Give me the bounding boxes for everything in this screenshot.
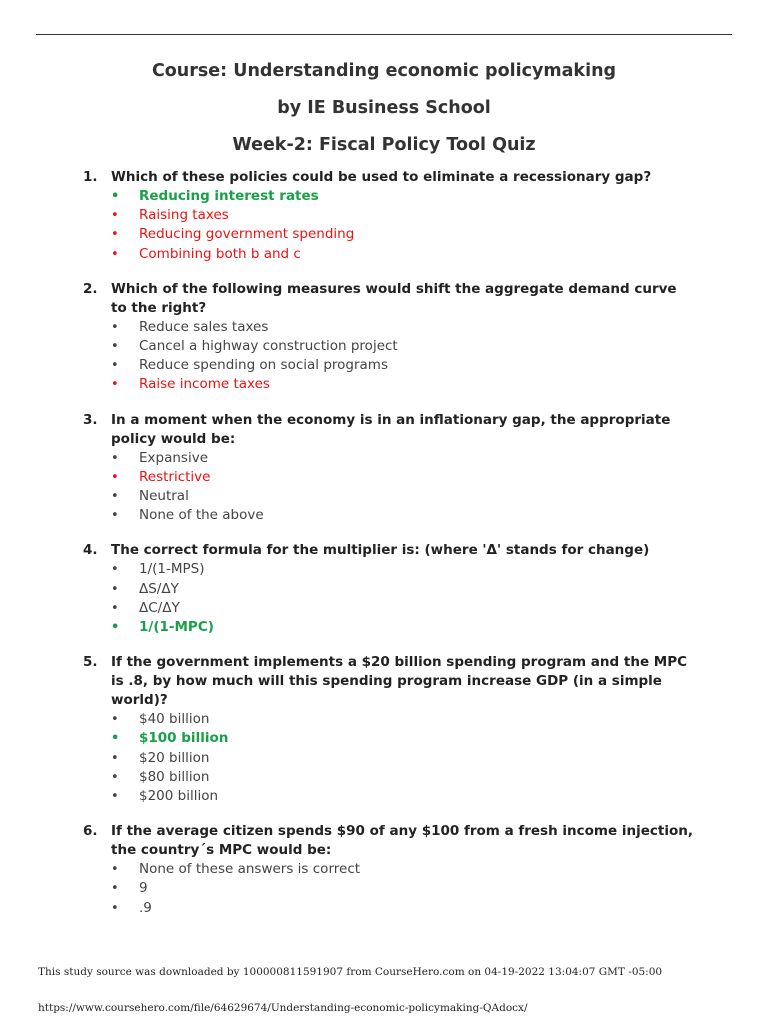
answer-option-text: Neutral (139, 488, 189, 505)
bullet-icon: • (111, 731, 120, 747)
answer-option (83, 506, 693, 525)
answer-option-text: Raising taxes (139, 207, 229, 224)
question-header (83, 168, 693, 187)
bullet-icon: • (111, 319, 119, 335)
bullet-icon: • (111, 208, 119, 224)
bullet-icon: • (111, 900, 119, 916)
answer-option (83, 710, 693, 729)
answer-options (83, 860, 693, 918)
answer-option-text: None of these answers is correct (139, 861, 361, 878)
question-number: 4. (83, 542, 98, 559)
answer-option (83, 245, 693, 264)
answer-option (83, 599, 693, 618)
answer-options (83, 187, 693, 264)
question-text: Which of these policies could be used to eliminate a recessionary gap? (111, 169, 652, 185)
answer-option-text: $80 billion (139, 768, 210, 785)
question-number: 6. (83, 823, 98, 840)
answer-options (83, 449, 693, 526)
quiz-title: Week-2: Fiscal Policy Tool Quiz (232, 135, 536, 155)
question-text: In a moment when the economy is in an inflationary gap, the appropriate policy would be: (111, 411, 671, 447)
answer-option-text: Restrictive (139, 468, 211, 485)
answer-option (83, 487, 693, 506)
answer-option (83, 860, 693, 879)
answer-option-text: Reduce spending on social programs (139, 357, 388, 374)
bullet-icon: • (111, 769, 119, 785)
answer-option (83, 318, 693, 337)
question-item (83, 822, 693, 918)
answer-options (83, 318, 693, 395)
bullet-icon: • (111, 789, 119, 805)
question-header (83, 541, 693, 560)
source-url[interactable]: https://www.coursehero.com/file/64629674/Understanding-economic-policymaking-QAdocx/ (38, 1002, 528, 1014)
question-text: If the government implements a $20 billion spending program and the MPC is .8, by how much will this spending program increase GDP (in a simple world)? (111, 654, 688, 709)
question-header (83, 822, 693, 860)
answer-option-text: ΔC/ΔY (139, 599, 180, 616)
bullet-icon: • (111, 227, 119, 243)
answer-option (83, 560, 693, 579)
question-number: 3. (83, 411, 98, 428)
answer-option-text: 1/(1-MPS) (139, 561, 205, 578)
answer-option (83, 879, 693, 898)
answer-option-text: Reducing government spending (139, 226, 355, 243)
bullet-icon: • (111, 750, 119, 766)
download-note: This study source was downloaded by 100000811591907 from CourseHero.com on 04-19-2022 13:04:07 GMT -05:00 (38, 966, 663, 978)
answer-option (83, 206, 693, 225)
top-divider (36, 34, 732, 35)
question-item (83, 653, 693, 806)
answer-option-text: $40 billion (139, 711, 210, 728)
answer-option-text: Combining both b and c (139, 245, 301, 262)
answer-option-text: 9 (139, 880, 148, 897)
answer-option-text: Cancel a highway construction project (139, 338, 398, 355)
answer-option (83, 187, 693, 206)
bullet-icon: • (111, 358, 119, 374)
answer-option-text: ΔS/ΔY (139, 580, 179, 597)
bullet-icon: • (111, 189, 120, 204)
answer-option-text: Reduce sales taxes (139, 318, 269, 335)
answer-option-text: 1/(1-MPC) (139, 619, 214, 636)
answer-option-text: Expansive (139, 449, 208, 466)
answer-option (83, 768, 693, 787)
answer-option (83, 375, 693, 394)
question-header (83, 280, 693, 318)
answer-option-text: .9 (139, 899, 152, 916)
bullet-icon: • (111, 508, 119, 524)
answer-option (83, 729, 693, 748)
bullet-icon: • (111, 450, 119, 466)
bullet-icon: • (111, 339, 119, 355)
question-text: Which of the following measures would shift the aggregate demand curve to the right? (111, 280, 677, 316)
answer-option (83, 337, 693, 356)
bullet-icon: • (111, 562, 119, 578)
question-item (83, 411, 693, 526)
bullet-icon: • (111, 377, 119, 393)
answer-option (83, 580, 693, 599)
answer-option-text: $100 billion (139, 730, 229, 747)
question-number: 5. (83, 654, 98, 671)
answer-option-text: Reducing interest rates (139, 188, 319, 204)
bullet-icon: • (111, 469, 119, 485)
bullet-icon: • (111, 620, 120, 636)
answer-option (83, 749, 693, 768)
answer-option (83, 449, 693, 468)
school-title: by IE Business School (277, 98, 491, 118)
question-text: If the average citizen spends $90 of any $100 from a fresh income injection, the country´s MPC would be: (111, 823, 693, 859)
question-list (83, 168, 693, 934)
bullet-icon: • (111, 489, 119, 505)
question-item (83, 541, 693, 637)
bullet-icon: • (111, 881, 119, 897)
answer-option (83, 225, 693, 244)
question-header (83, 653, 693, 710)
answer-option-text: $200 billion (139, 788, 219, 805)
course-title: Course: Understanding economic policymaking (151, 61, 617, 81)
answer-options (83, 560, 693, 637)
bullet-icon: • (111, 581, 119, 597)
bullet-icon: • (111, 600, 119, 616)
answer-option-text: Raise income taxes (139, 376, 270, 393)
question-text: The correct formula for the multiplier is: (where 'Δ' stands for change) (111, 542, 650, 559)
bullet-icon: • (111, 862, 119, 878)
answer-options (83, 710, 693, 806)
bullet-icon: • (111, 246, 119, 262)
answer-option-text: $20 billion (139, 749, 210, 766)
question-number: 2. (83, 280, 98, 297)
answer-option (83, 356, 693, 375)
answer-option (83, 468, 693, 487)
answer-option (83, 618, 693, 637)
answer-option-text: None of the above (139, 507, 264, 524)
question-item (83, 280, 693, 395)
document-header (0, 58, 768, 169)
question-number: 1. (83, 169, 98, 185)
question-header (83, 411, 693, 449)
answer-option (83, 899, 693, 918)
answer-option (83, 787, 693, 806)
question-item (83, 168, 693, 264)
bullet-icon: • (111, 712, 119, 728)
